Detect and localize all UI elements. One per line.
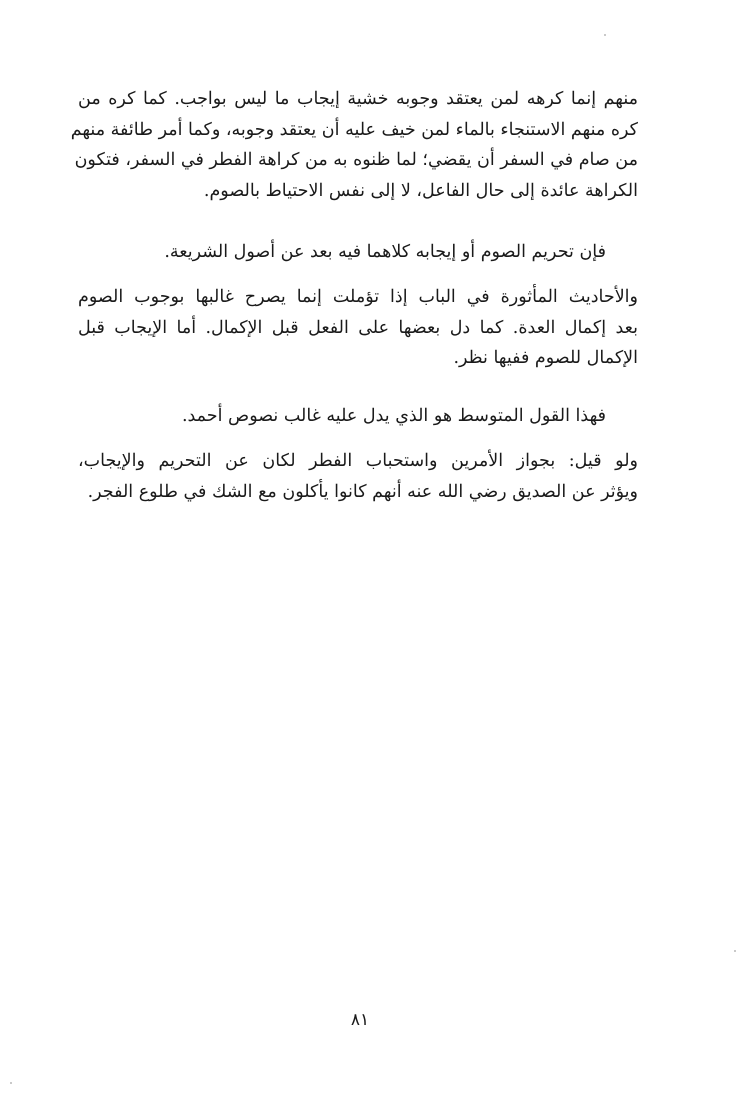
scan-speck	[604, 34, 606, 36]
text-line: والأحاديث المأثورة في الباب إذا تؤملت إنما يصرح غالبها بوجوب الصوم	[78, 287, 638, 307]
paragraph-3	[78, 282, 638, 374]
paragraph-5	[78, 446, 638, 507]
paragraph-4	[78, 401, 638, 432]
text-line: ولو قيل: بجواز الأمرين واستحباب الفطر لكان عن التحريم والإيجاب،	[78, 451, 638, 471]
paragraph-2	[78, 237, 638, 268]
text-line: بعد إكمال العدة. كما دل بعضها على الفعل قبل الإكمال. أما الإيجاب قبل	[78, 317, 638, 338]
text-line: من صام في السفر أن يقضي؛ لما ظنوه به من كراهة الفطر في السفر، فتكون	[74, 150, 638, 170]
text-line: كره منهم الاستنجاء بالماء لمن خيف عليه أن يعتقد وجوبه، وكما أمر طائفة منهم	[70, 119, 638, 140]
text-line: فإن تحريم الصوم أو إيجابه كلاهما فيه بعد عن أصول الشريعة.	[164, 242, 606, 262]
text-line: الإكمال للصوم ففيها نظر.	[453, 348, 638, 368]
text-line: الكراهة عائدة إلى حال الفاعل، لا إلى نفس الاحتياط بالصوم.	[203, 180, 638, 201]
scan-speck	[734, 950, 736, 952]
text-line: ويؤثر عن الصديق رضي الله عنه أنهم كانوا يأكلون مع الشك في طلوع الفجر.	[87, 481, 638, 502]
text-line: فهذا القول المتوسط هو الذي يدل عليه غالب نصوص أحمد.	[181, 406, 606, 426]
text-line: منهم إنما كرهه لمن يعتقد وجوبه خشية إيجاب ما ليس بواجب. كما كره من	[78, 89, 638, 109]
paragraph-1	[70, 84, 638, 206]
scan-speck	[10, 1082, 12, 1084]
page-number: ٨١	[350, 1010, 370, 1030]
